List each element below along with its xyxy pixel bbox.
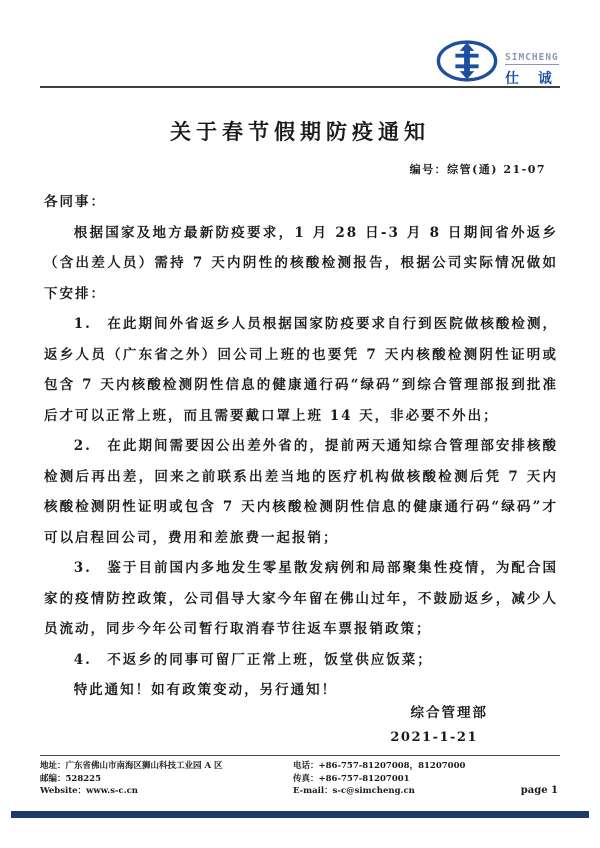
- footer-fax: [293, 773, 500, 786]
- logo-company-name-en: SIMCHENG: [505, 52, 559, 63]
- zip-label: 邮编：: [40, 773, 66, 784]
- paragraph-item-3: 3. 鉴于目前国内多地发生零星散发病例和局部聚集性疫情，为配合国家的疫情防控政策，公司倡导大家今年留在佛山过年，不鼓励返乡，减少人员流动，同步今年公司暂行取消春节往返车票报销政策；: [44, 560, 558, 637]
- paragraph-item-2: 2. 在此期间需要因公出差外省的，提前两天通知综合管理部安排核酸检测后再出差，回来之前联系出差当地的医疗机构做核酸检测后凭 7 天内核酸检测阴性证明或包含 7 天内核酸检测阴性信息的健康通行码“绿码”才可以启程回公司，费用和差旅费一起报销；: [44, 438, 558, 546]
- fax-value: +86-757-81207001: [318, 773, 410, 784]
- document-title: 关于春节假期防疫通知: [170, 119, 430, 144]
- zip-value: 528225: [65, 773, 102, 784]
- document-body: [44, 187, 558, 706]
- paragraph-intro: 根据国家及地方最新防疫要求，1 月 28 日-3 月 8 日期间省外返乡（含出差人员）需持 7 天内阴性的核酸检测报告，根据公司实际情况做如下安排：: [44, 224, 558, 302]
- footer-website: [40, 785, 293, 798]
- footer-grid: [40, 760, 560, 798]
- logo-monogram-icon: [436, 39, 498, 83]
- salutation: 各同事：: [44, 194, 106, 210]
- paragraph-item-1: 1. 在此期间外省返乡人员根据国家防疫要求自行到医院做核酸检测，返乡人员（广东省之外）回公司上班的也要凭 7 天内核酸检测阴性证明或包含 7 天内核酸检测阴性信息的健康通行码“绿码”到综合管理部报到批准后才可以正常上班，而且需要戴口罩上班 14 天，非必要不外出；: [44, 316, 558, 424]
- footer-zip: [40, 773, 293, 786]
- paragraph-closing: 特此通知！如有政策变动，另行通知！: [73, 682, 338, 698]
- phone-label: 电话：: [293, 761, 319, 771]
- document-number: 编号：综管(通) 21-07: [409, 163, 546, 176]
- page-footer: [40, 755, 560, 798]
- header-divider: [40, 86, 560, 88]
- signature-department: 综合管理部: [410, 705, 488, 721]
- signature-block: [0, 701, 600, 745]
- email-value: s-c@simcheng.cn: [332, 786, 415, 796]
- website-value: www.s-c.cn: [86, 786, 138, 796]
- website-label: Website：: [40, 786, 87, 796]
- footer-email: [293, 785, 500, 798]
- address-label: 地址：: [40, 761, 66, 771]
- address-value: 广东省佛山市南海区狮山科技工业园 A 区: [65, 761, 223, 771]
- email-label: E-mail：: [293, 786, 333, 796]
- footer-address: [40, 760, 293, 773]
- company-logo: [436, 39, 559, 88]
- logo-text-block: [505, 39, 559, 88]
- logo-company-name-cn: 仕 诚: [505, 71, 559, 87]
- signature-date: 2021-1-21: [390, 730, 478, 745]
- page-number: page 1: [520, 785, 558, 796]
- footer-spacer-2: [500, 773, 560, 786]
- phone-value: +86-757-81207008，81207000: [318, 761, 466, 771]
- footer-phone: [293, 760, 500, 773]
- footer-spacer-1: [500, 760, 560, 773]
- fax-label: 传真：: [293, 773, 319, 784]
- paragraph-item-4: 4. 不返乡的同事可留厂正常上班，饭堂供应饭菜；: [73, 651, 433, 668]
- footer-accent-bar: [11, 811, 589, 818]
